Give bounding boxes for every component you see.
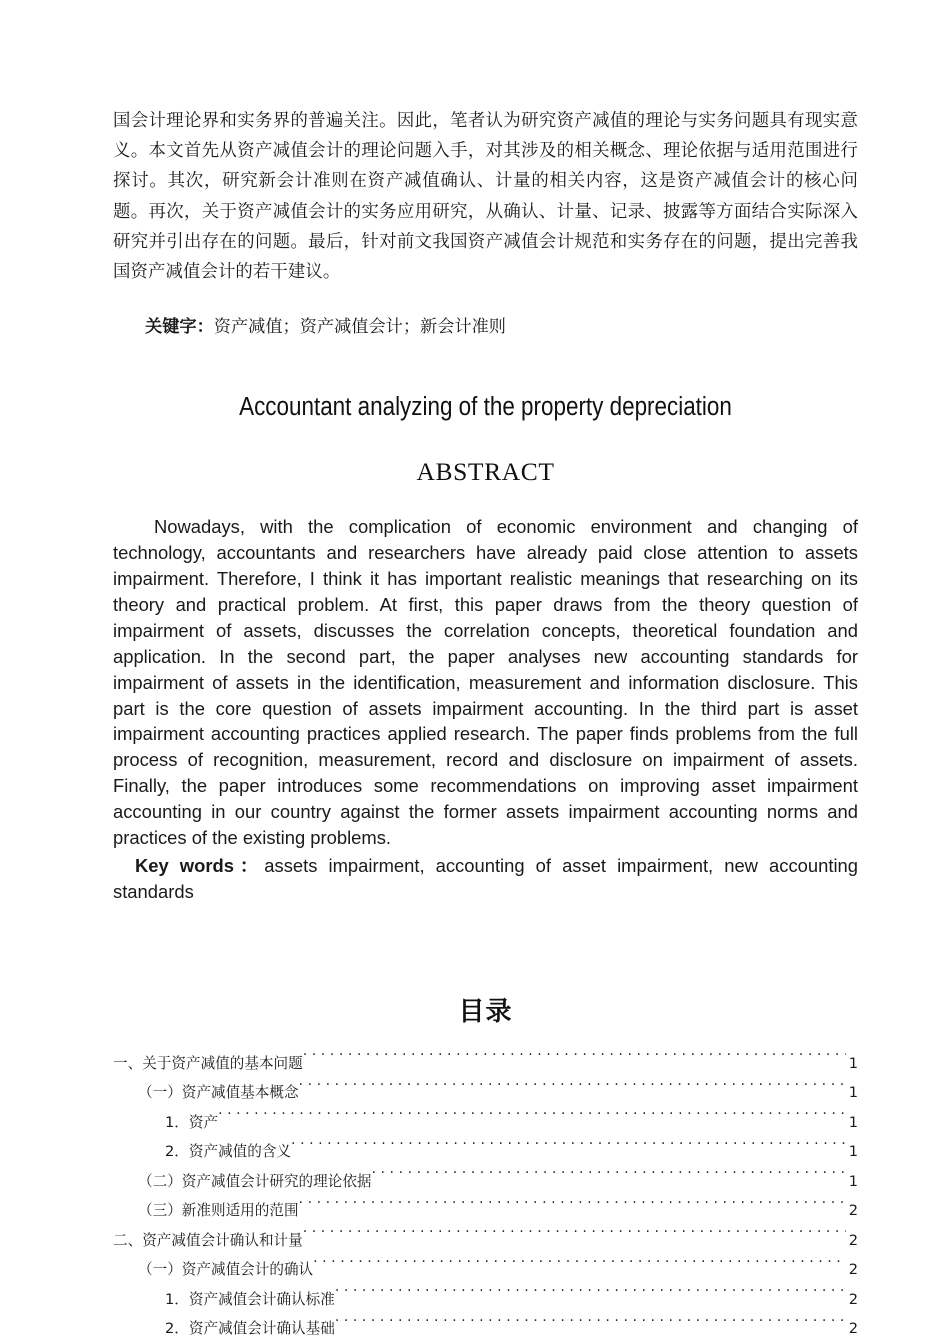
toc-entry-page-number: 2 xyxy=(848,1261,858,1279)
toc-entry[interactable] xyxy=(113,1049,858,1079)
chinese-keywords-label: 关键字： xyxy=(145,317,214,338)
toc-heading: 目录 xyxy=(458,996,513,1027)
toc-entry-page-number: 1 xyxy=(848,1172,858,1190)
abstract-heading: ABSTRACT xyxy=(416,457,555,487)
toc-entry-label: 2．资产减值的含义 xyxy=(165,1143,292,1161)
toc-entry-page-number: 1 xyxy=(848,1113,858,1131)
page-content xyxy=(113,0,858,1344)
toc-dot-leader xyxy=(372,1171,846,1186)
toc-entry-page-number: 1 xyxy=(848,1143,858,1161)
toc-entry[interactable] xyxy=(113,1108,858,1138)
toc-entry[interactable] xyxy=(113,1226,858,1256)
toc-entry[interactable] xyxy=(113,1314,858,1344)
toc-dot-leader xyxy=(299,1083,846,1098)
toc-entry-label: 一、关于资产减值的基本问题 xyxy=(113,1054,303,1072)
toc-entry-page-number: 2 xyxy=(848,1290,858,1308)
toc-dot-leader xyxy=(313,1260,846,1275)
toc-entry-page-number: 2 xyxy=(848,1202,858,1220)
english-keywords-line xyxy=(113,851,858,905)
toc-entry[interactable] xyxy=(113,1285,858,1315)
toc-entry[interactable] xyxy=(113,1196,858,1226)
toc-entry[interactable] xyxy=(113,1137,858,1167)
toc-entry-label: 2．资产减值会计确认基础 xyxy=(165,1320,335,1338)
chinese-keywords-value: 资产减值；资产减值会计；新会计准则 xyxy=(213,317,506,338)
english-title: Accountant analyzing of the property depreciation xyxy=(239,393,732,422)
english-keywords-value: assets impairment, accounting of asset impairment, new accounting standards xyxy=(113,855,858,902)
toc-dot-leader xyxy=(291,1142,846,1157)
toc-entry-label: 1．资产 xyxy=(165,1113,219,1131)
toc-entry-label: （二）资产减值会计研究的理论依据 xyxy=(138,1172,372,1190)
table-of-contents xyxy=(113,1027,858,1344)
toc-entry-label: （一）资产减值基本概念 xyxy=(138,1084,299,1102)
toc-entry-label: （一）资产减值会计的确认 xyxy=(138,1261,314,1279)
toc-entry-label: 1．资产减值会计确认标准 xyxy=(165,1290,335,1308)
toc-dot-leader xyxy=(218,1112,846,1127)
toc-dot-leader xyxy=(335,1319,846,1334)
toc-entry[interactable] xyxy=(113,1167,858,1197)
toc-entry-label: （三）新准则适用的范围 xyxy=(138,1202,299,1220)
toc-entry-page-number: 2 xyxy=(848,1231,858,1249)
toc-entry-page-number: 1 xyxy=(848,1054,858,1072)
english-keywords-label: Key words： xyxy=(135,855,265,876)
toc-dot-leader xyxy=(299,1201,846,1216)
chinese-keywords-line xyxy=(113,287,858,342)
toc-entry[interactable] xyxy=(113,1255,858,1285)
toc-dot-leader xyxy=(303,1053,846,1068)
toc-entry-label: 二、资产减值会计确认和计量 xyxy=(113,1231,303,1249)
toc-entry-page-number: 1 xyxy=(848,1084,858,1102)
toc-entry-page-number: 2 xyxy=(848,1320,858,1338)
toc-dot-leader xyxy=(335,1289,846,1304)
toc-dot-leader xyxy=(303,1230,846,1245)
toc-entry[interactable] xyxy=(113,1078,858,1108)
english-abstract-paragraph: Nowadays, with the complication of economic environment and changing of technology, accountants and researchers have already paid close attention to assets impairment. Therefore, I think it has important realistic meanings that researching on its theory and practical problem. At first, this paper draws from the theory question of impairment of assets, discusses the correlation concepts, theoretical foundation and application. In the second part, the paper analyses new accounting standards for impairment of assets in the identification, measurement and information disclosure. This part is the core question of assets impairment accounting. In the third part is asset impairment accounting practices applied research. The paper finds problems from the full process of recognition, measurement, record and disclosure on impairment of assets. Finally, the paper introduces some recommendations on improving asset impairment accounting in our country against the former assets impairment accounting norms and practices of the existing problems. xyxy=(113,516,858,849)
chinese-abstract-paragraph: 国会计理论界和实务界的普遍关注。因此，笔者认为研究资产减值的理论与实务问题具有现实意义。本文首先从资产减值会计的理论问题入手，对其涉及的相关概念、理论依据与适用范围进行探讨。其次，研究新会计准则在资产减值确认、计量的相关内容，这是资产减值会计的核心问题。再次，关于资产减值会计的实务应用研究，从确认、计量、记录、披露等方面结合实际深入研究并引出存在的问题。最后，针对前文我国资产减值会计规范和实务存在的问题，提出完善我国资产减值会计的若干建议。 xyxy=(113,111,858,283)
